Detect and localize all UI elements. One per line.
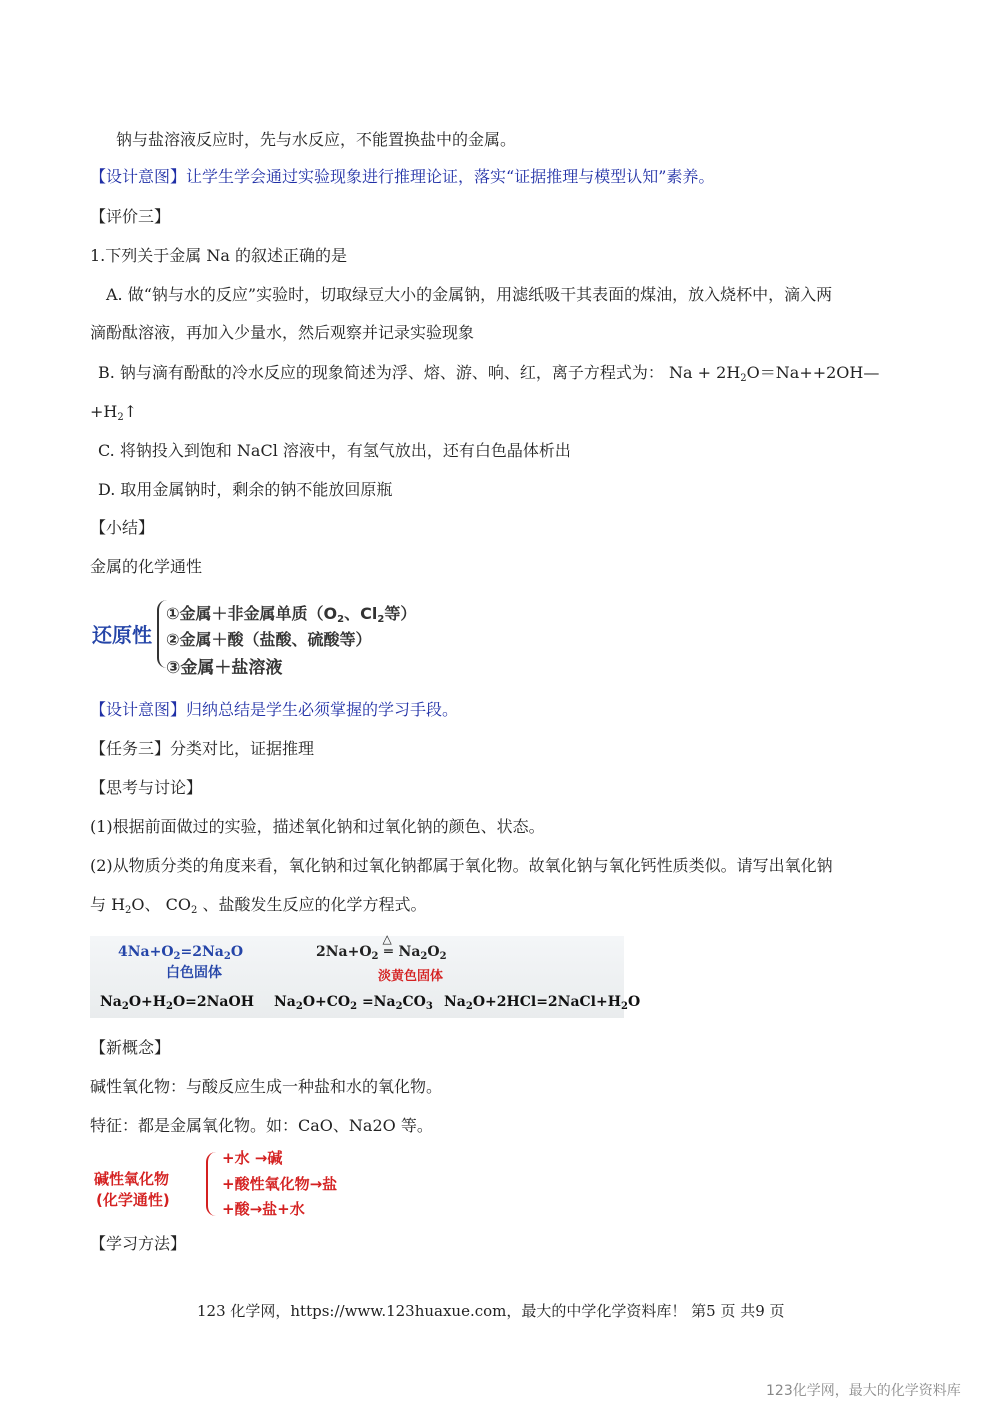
new-concept-heading: 【新概念】 — [90, 1038, 171, 1057]
design-intent-2: 【设计意图】归纳总结是学生必须掌握的学习手段。 — [90, 700, 459, 719]
heat-arrow-icon: △ ═ — [382, 932, 393, 960]
reducibility-label: 还原性 — [92, 623, 152, 647]
summary-heading: 【小结】 — [90, 518, 155, 537]
reducibility-item-3: ③金属＋盐溶液 — [166, 658, 283, 678]
design-intent-tag: 【设计意图】 — [90, 167, 187, 186]
q1-b-tail: O＝Na++2OH— — [746, 363, 880, 382]
oxide-label-2: (化学通性) — [96, 1191, 170, 1209]
oxide-item-1: +水 →碱 — [222, 1149, 283, 1167]
equation-na2o-co2: $Na_2O+CO_2 =Na_2CO_3$ — [274, 994, 433, 1012]
q1-b-text: B. 钠与滴有酚酞的冷水反应的现象简述为浮、熔、游、响、红，离子方程式为： Na + 2H — [98, 363, 741, 382]
q1-b-sub: 2 — [740, 373, 747, 384]
eval3-heading: 【评价三】 — [90, 207, 171, 226]
q1-option-b-cont — [90, 402, 137, 422]
feature-text: 特征：都是金属氧化物。如：CaO、Na2O 等。 — [90, 1116, 433, 1135]
q1-b2-text: +H — [90, 402, 118, 421]
reducibility-item-1: ①金属＋非金属单质（$O_2$、$Cl_2$等） — [166, 604, 417, 625]
q1-option-a: A. 做“钠与水的反应”实验时，切取绿豆大小的金属钠，用滤纸吸干其表面的煤油，放入烧杯中，滴入两 — [106, 285, 833, 304]
reducibility-item-2: ②金属＋酸（盐酸、硫酸等） — [166, 630, 372, 649]
oxide-item-2: +酸性氧化物→盐 — [222, 1175, 338, 1193]
q1-option-c: C. 将钠投入到饱和 NaCl 溶液中，有氢气放出，还有白色晶体析出 — [98, 441, 571, 460]
label-pale-yellow-solid: 淡黄色固体 — [378, 969, 444, 984]
q1-option-a-cont: 滴酚酞溶液，再加入少量水，然后观察并记录实验现象 — [90, 323, 475, 342]
discuss-q2: (2)从物质分类的角度来看，氧化钠和过氧化钠都属于氧化物。故氧化钠与氧化钙性质类似。请写出氧化钠 — [90, 856, 833, 875]
oxide-brace — [206, 1152, 216, 1216]
metal-props-heading: 金属的化学通性 — [90, 557, 203, 576]
discuss-heading: 【思考与讨论】 — [90, 778, 203, 797]
q1-option-b — [98, 363, 879, 383]
intro-text: 钠与盐溶液反应时，先与水反应，不能置换盐中的金属。 — [116, 130, 517, 149]
label-white-solid: 白色固体 — [166, 965, 222, 981]
equation-na-o2-heat: $2Na+O_2$ △ ═ $Na_2O_2$ — [316, 932, 447, 962]
q1-option-d: D. 取用金属钠时，剩余的钠不能放回原瓶 — [98, 480, 393, 499]
study-method-heading: 【学习方法】 — [90, 1234, 187, 1253]
equations-figure — [90, 932, 641, 1018]
task3-heading: 【任务三】分类对比，证据推理 — [90, 739, 315, 758]
equation-na2o-h2o: $Na_2O+H_2O=2NaOH$ — [100, 994, 254, 1012]
equation-na2o-hcl: $Na_2O+2HCl=2NaCl+H_2O$ — [444, 994, 641, 1012]
q1-b2-tail: ↑ — [123, 402, 138, 421]
oxide-item-3: +酸→盐+水 — [222, 1200, 305, 1218]
q1-stem: 1.下列关于金属 Na 的叙述正确的是 — [90, 246, 347, 265]
discuss-q1: (1)根据前面做过的实验，描述氧化钠和过氧化钠的颜色、状态。 — [90, 817, 545, 836]
equation-na-o2: $4Na+O_2=2Na_2O$ — [118, 944, 244, 962]
design-intent-text: 让学生学会通过实验现象进行推理论证，落实“证据推理与模型认知”素养。 — [186, 167, 715, 186]
page-footer: 123 化学网，https://www.123huaxue.com，最大的中学化学资料库！ 第5 页 共9 页 — [197, 1302, 785, 1320]
discuss-q2-cont: 与 $H_2O$、 $CO_2$ 、盐酸发生反应的化学方程式。 — [90, 895, 427, 916]
oxide-label-1: 碱性氧化物 — [94, 1170, 170, 1188]
design-intent-1 — [90, 167, 714, 187]
basic-oxide-definition: 碱性氧化物：与酸反应生成一种盐和水的氧化物。 — [90, 1077, 443, 1096]
site-watermark: 123化学网，最大的化学资料库 — [766, 1383, 961, 1399]
q1-b2-sub: 2 — [117, 412, 124, 423]
